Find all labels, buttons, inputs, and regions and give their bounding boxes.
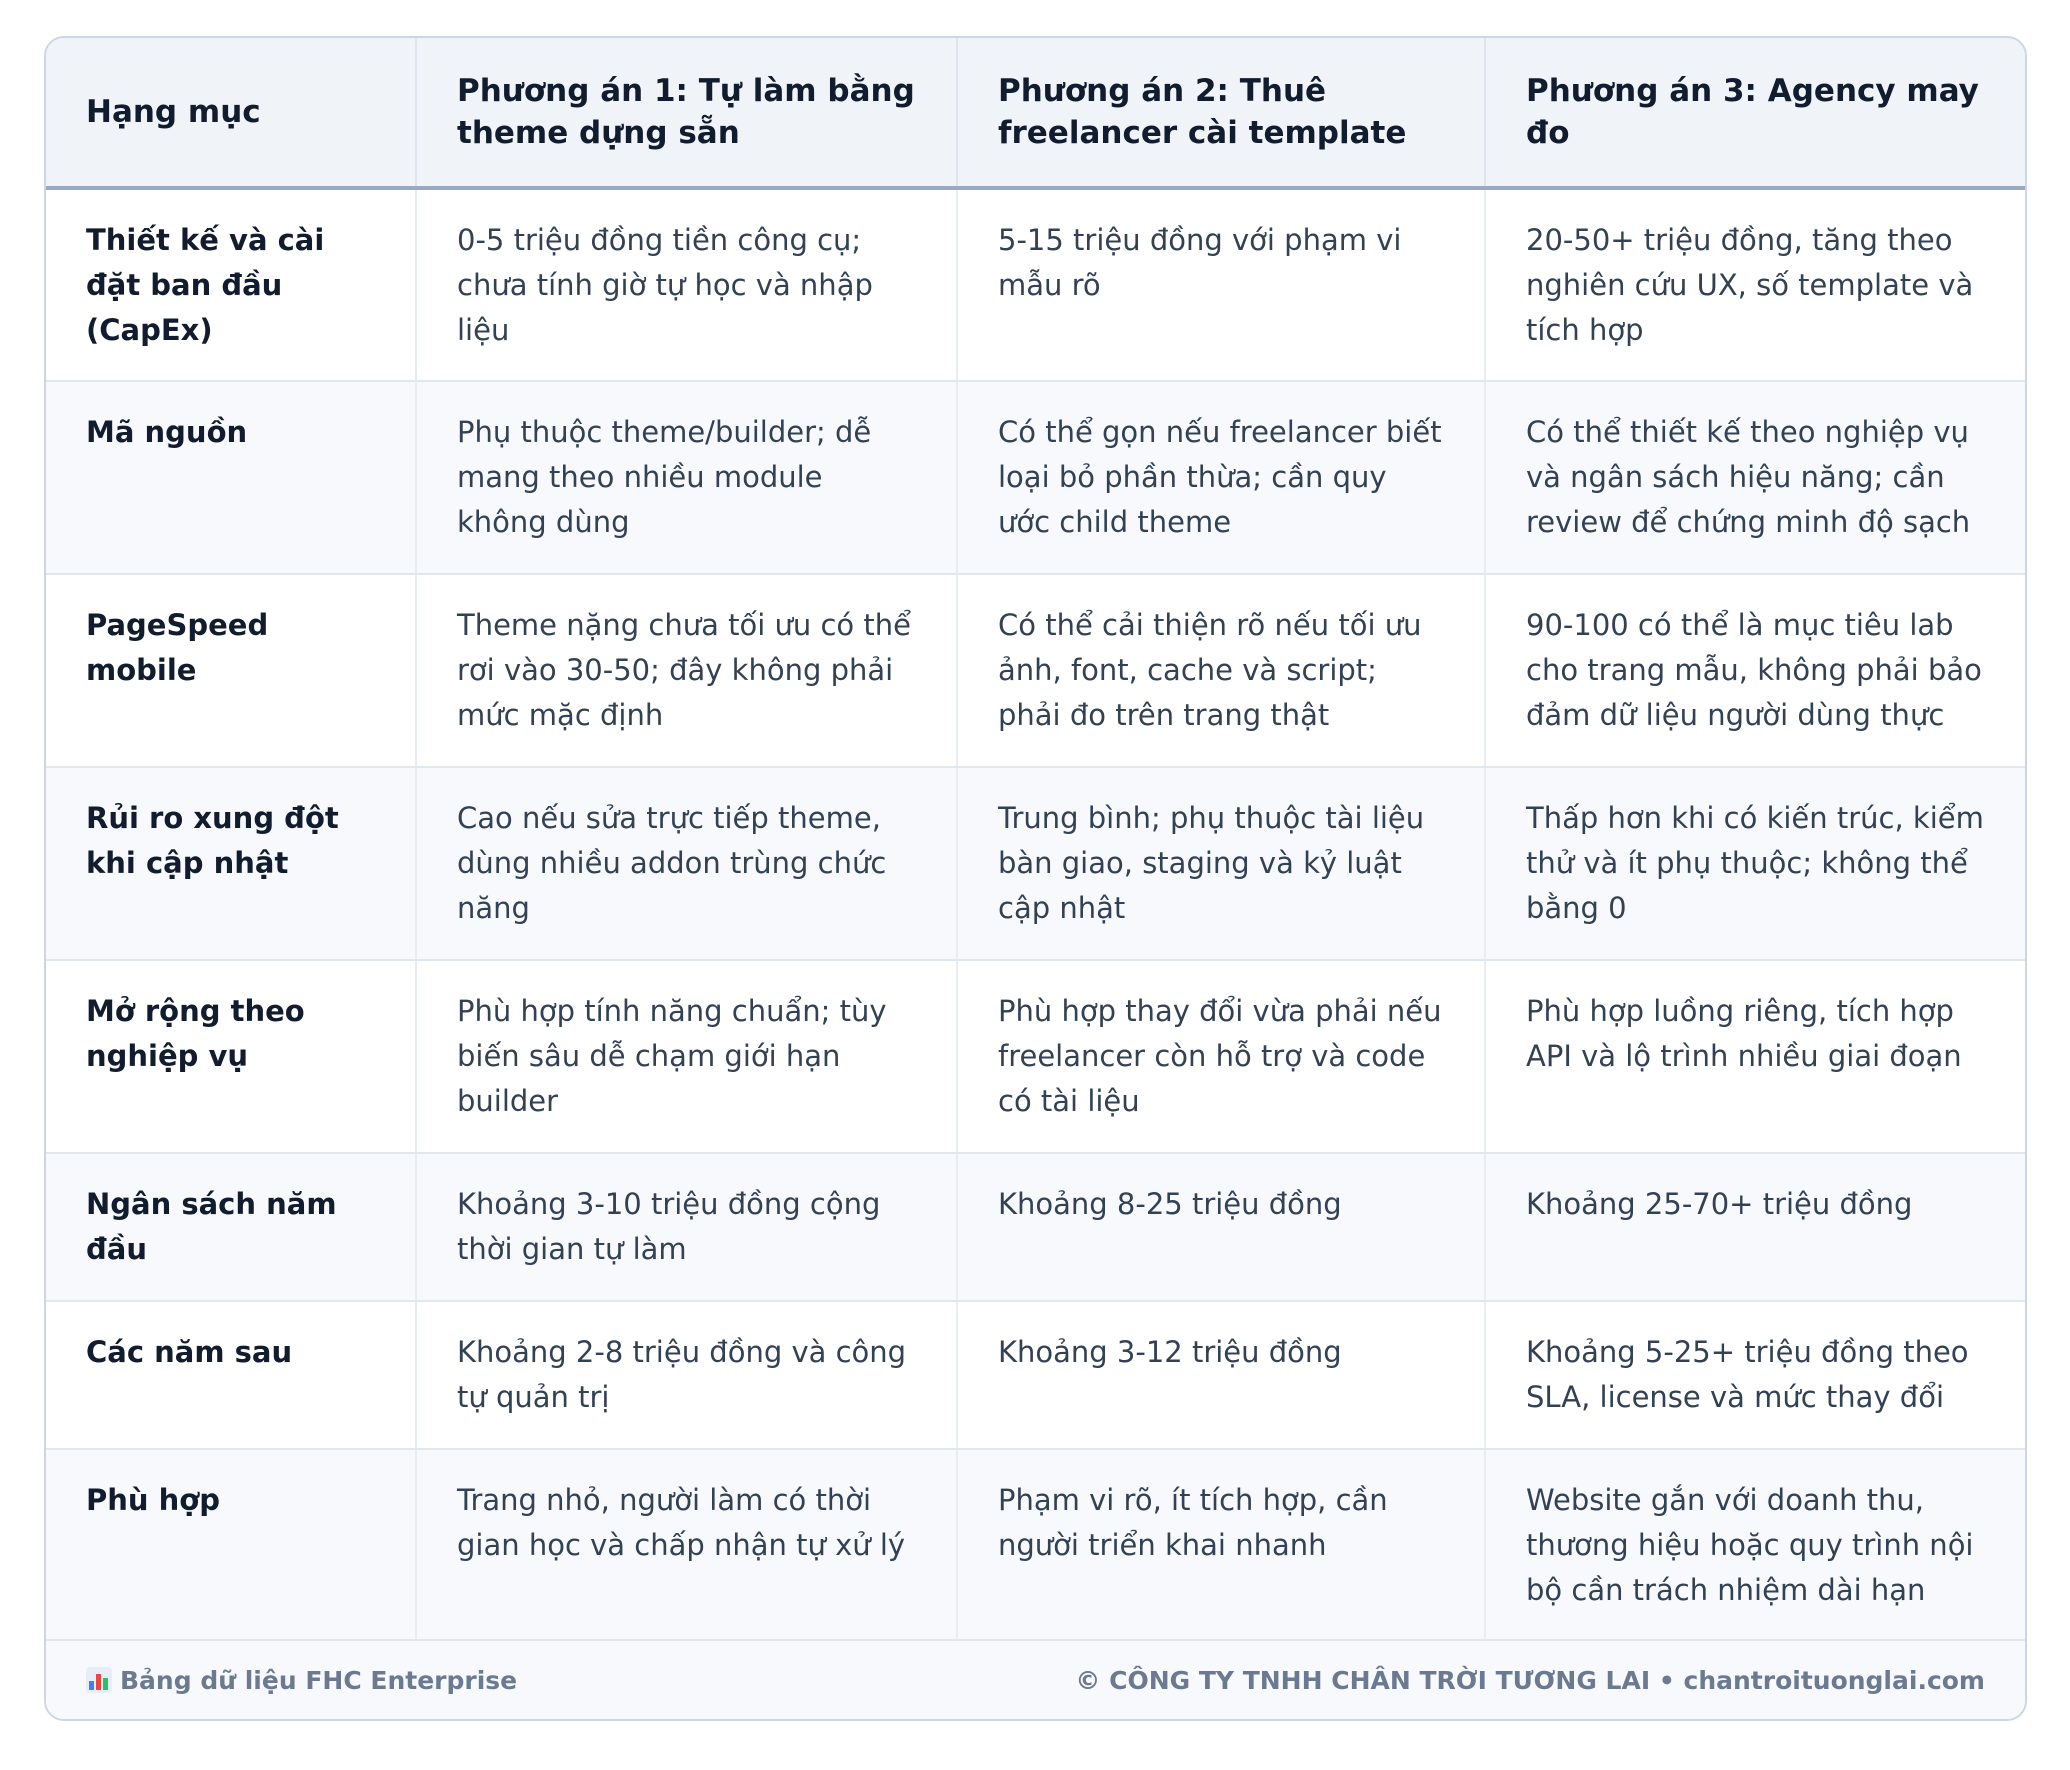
row-label: Mở rộng theo nghiệp vụ <box>46 960 416 1153</box>
row-label: Rủi ro xung đột khi cập nhật <box>46 767 416 960</box>
cell-option-2: Có thể gọn nếu freelancer biết loại bỏ phần thừa; cần quy ước child theme <box>957 381 1485 574</box>
cell-option-2: Khoảng 3-12 triệu đồng <box>957 1301 1485 1449</box>
table-row <box>46 188 2025 381</box>
cell-option-1: Khoảng 2-8 triệu đồng và công tự quản trị <box>416 1301 957 1449</box>
cell-option-3: Khoảng 25-70+ triệu đồng <box>1485 1153 2025 1301</box>
table-row <box>46 574 2025 767</box>
row-label: Mã nguồn <box>46 381 416 574</box>
cell-option-3: Phù hợp luồng riêng, tích hợp API và lộ trình nhiều giai đoạn <box>1485 960 2025 1153</box>
cell-option-1: Theme nặng chưa tối ưu có thể rơi vào 30-50; đây không phải mức mặc định <box>416 574 957 767</box>
cell-option-2: Trung bình; phụ thuộc tài liệu bàn giao, staging và kỷ luật cập nhật <box>957 767 1485 960</box>
cell-option-2: Khoảng 8-25 triệu đồng <box>957 1153 1485 1301</box>
header-option-1: Phương án 1: Tự làm bằng theme dựng sẵn <box>416 38 957 188</box>
table-row <box>46 381 2025 574</box>
cell-option-1: Cao nếu sửa trực tiếp theme, dùng nhiều addon trùng chức năng <box>416 767 957 960</box>
footer-source <box>86 1666 517 1695</box>
footer-copyright: © CÔNG TY TNHH CHÂN TRỜI TƯƠNG LAI • chantroituonglai.com <box>1075 1665 1985 1695</box>
row-label: Ngân sách năm đầu <box>46 1153 416 1301</box>
table-header <box>46 38 2025 188</box>
cell-option-3: 90-100 có thể là mục tiêu lab cho trang mẫu, không phải bảo đảm dữ liệu người dùng thực <box>1485 574 2025 767</box>
cell-option-2: Phạm vi rõ, ít tích hợp, cần người triển khai nhanh <box>957 1449 1485 1642</box>
table-footer <box>46 1639 2025 1719</box>
cell-option-3: Website gắn với doanh thu, thương hiệu hoặc quy trình nội bộ cần trách nhiệm dài hạn <box>1485 1449 2025 1642</box>
table-row <box>46 1449 2025 1642</box>
table-row <box>46 1301 2025 1449</box>
comparison-table <box>46 38 2025 1643</box>
cell-option-1: Phụ thuộc theme/builder; dễ mang theo nhiều module không dùng <box>416 381 957 574</box>
cell-option-2: Phù hợp thay đổi vừa phải nếu freelancer còn hỗ trợ và code có tài liệu <box>957 960 1485 1153</box>
cell-option-1: Phù hợp tính năng chuẩn; tùy biến sâu dễ chạm giới hạn builder <box>416 960 957 1153</box>
table-row <box>46 1153 2025 1301</box>
cell-option-1: Khoảng 3-10 triệu đồng cộng thời gian tự làm <box>416 1153 957 1301</box>
header-row <box>46 38 2025 188</box>
header-option-2: Phương án 2: Thuê freelancer cài template <box>957 38 1485 188</box>
table-body <box>46 188 2025 1642</box>
cell-option-3: Khoảng 5-25+ triệu đồng theo SLA, license và mức thay đổi <box>1485 1301 2025 1449</box>
table-row <box>46 767 2025 960</box>
cell-option-2: Có thể cải thiện rõ nếu tối ưu ảnh, font, cache và script; phải đo trên trang thật <box>957 574 1485 767</box>
cell-option-1: 0-5 triệu đồng tiền công cụ; chưa tính giờ tự học và nhập liệu <box>416 188 957 381</box>
cell-option-2: 5-15 triệu đồng với phạm vi mẫu rõ <box>957 188 1485 381</box>
table-row <box>46 960 2025 1153</box>
comparison-card <box>44 36 2027 1721</box>
bar-chart-icon <box>86 1667 112 1693</box>
row-label: Các năm sau <box>46 1301 416 1449</box>
header-category: Hạng mục <box>46 38 416 188</box>
header-option-3: Phương án 3: Agency may đo <box>1485 38 2025 188</box>
row-label: PageSpeed mobile <box>46 574 416 767</box>
cell-option-3: Thấp hơn khi có kiến trúc, kiểm thử và ít phụ thuộc; không thể bằng 0 <box>1485 767 2025 960</box>
row-label: Thiết kế và cài đặt ban đầu (CapEx) <box>46 188 416 381</box>
cell-option-3: Có thể thiết kế theo nghiệp vụ và ngân sách hiệu năng; cần review để chứng minh độ sạch <box>1485 381 2025 574</box>
cell-option-1: Trang nhỏ, người làm có thời gian học và chấp nhận tự xử lý <box>416 1449 957 1642</box>
cell-option-3: 20-50+ triệu đồng, tăng theo nghiên cứu UX, số template và tích hợp <box>1485 188 2025 381</box>
row-label: Phù hợp <box>46 1449 416 1642</box>
footer-source-label: Bảng dữ liệu FHC Enterprise <box>120 1665 518 1695</box>
